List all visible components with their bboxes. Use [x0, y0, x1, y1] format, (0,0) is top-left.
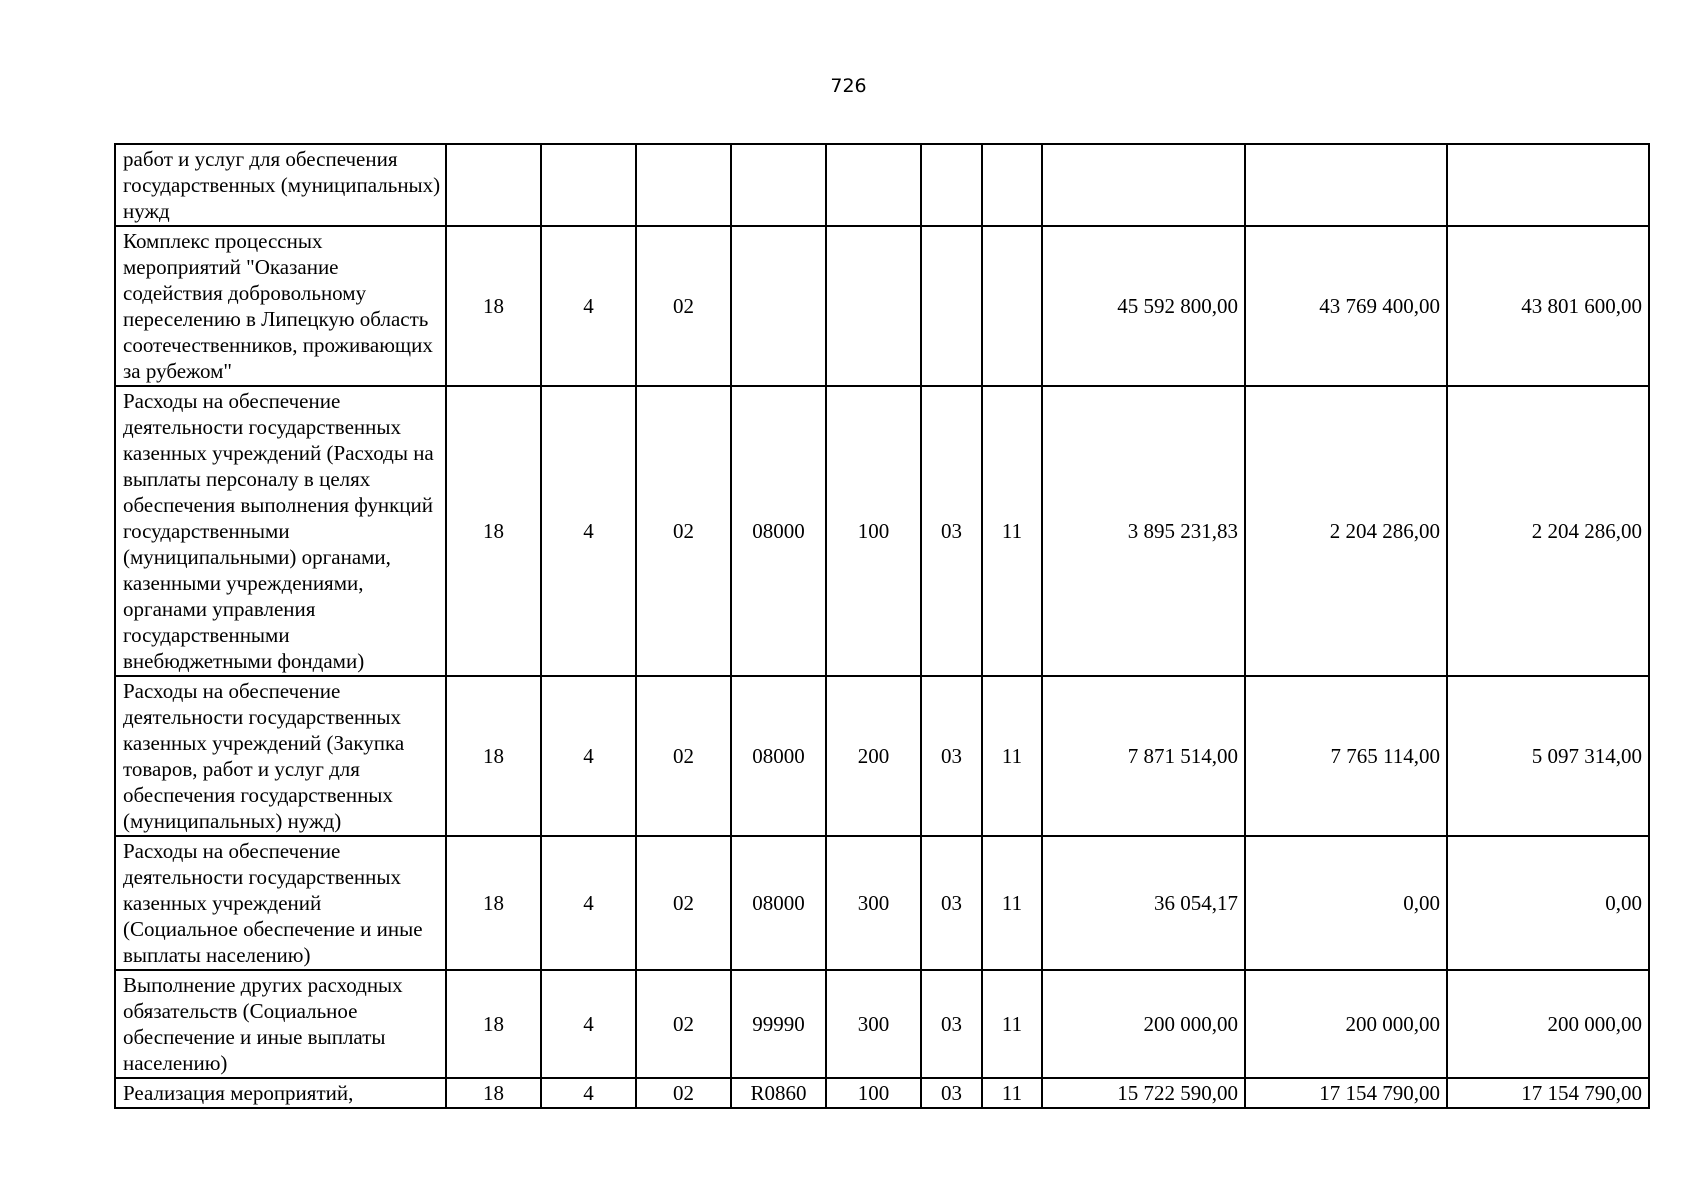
code-cell: [446, 144, 541, 226]
page-number: 726: [830, 75, 867, 97]
amount-cell: 200 000,00: [1447, 970, 1649, 1078]
amount-cell: 43 801 600,00: [1447, 226, 1649, 386]
row-description: работ и услуг для обеспечения государственных (муниципальных) нужд: [115, 144, 446, 226]
code-cell: 03: [921, 1078, 982, 1108]
code-cell: 02: [636, 1078, 731, 1108]
code-cell: [921, 144, 982, 226]
code-cell: 300: [826, 836, 921, 970]
code-cell: [982, 226, 1042, 386]
code-cell: 02: [636, 386, 731, 676]
code-cell: 02: [636, 226, 731, 386]
code-cell: R0860: [731, 1078, 826, 1108]
code-cell: 100: [826, 1078, 921, 1108]
budget-table: [114, 143, 1650, 1109]
amount-cell: 36 054,17: [1042, 836, 1245, 970]
code-cell: 18: [446, 1078, 541, 1108]
row-description: Реализация мероприятий,: [115, 1078, 446, 1108]
row-description: Расходы на обеспечение деятельности государственных казенных учреждений (Закупка товаров, работ и услуг для обеспечения государственных (муниципальных) нужд): [115, 676, 446, 836]
table-row: [115, 1078, 1649, 1108]
table-row: [115, 970, 1649, 1078]
amount-cell: 0,00: [1447, 836, 1649, 970]
amount-cell: 200 000,00: [1042, 970, 1245, 1078]
amount-cell: 7 871 514,00: [1042, 676, 1245, 836]
code-cell: 18: [446, 386, 541, 676]
code-cell: 300: [826, 970, 921, 1078]
amount-cell: 2 204 286,00: [1245, 386, 1447, 676]
code-cell: [921, 226, 982, 386]
code-cell: 11: [982, 386, 1042, 676]
amount-cell: [1447, 144, 1649, 226]
code-cell: 18: [446, 836, 541, 970]
code-cell: 11: [982, 970, 1042, 1078]
code-cell: [731, 226, 826, 386]
code-cell: 18: [446, 676, 541, 836]
amount-cell: 15 722 590,00: [1042, 1078, 1245, 1108]
code-cell: 08000: [731, 386, 826, 676]
code-cell: 4: [541, 836, 636, 970]
amount-cell: 45 592 800,00: [1042, 226, 1245, 386]
code-cell: [636, 144, 731, 226]
code-cell: 4: [541, 970, 636, 1078]
amount-cell: 200 000,00: [1245, 970, 1447, 1078]
code-cell: 03: [921, 836, 982, 970]
code-cell: 08000: [731, 676, 826, 836]
amount-cell: 17 154 790,00: [1447, 1078, 1649, 1108]
amount-cell: 7 765 114,00: [1245, 676, 1447, 836]
code-cell: 4: [541, 226, 636, 386]
amount-cell: [1042, 144, 1245, 226]
table-row: [115, 144, 1649, 226]
table-row: [115, 836, 1649, 970]
amount-cell: 5 097 314,00: [1447, 676, 1649, 836]
table-row: [115, 226, 1649, 386]
code-cell: [826, 144, 921, 226]
code-cell: 03: [921, 676, 982, 836]
code-cell: 11: [982, 836, 1042, 970]
code-cell: 18: [446, 970, 541, 1078]
amount-cell: 2 204 286,00: [1447, 386, 1649, 676]
amount-cell: 3 895 231,83: [1042, 386, 1245, 676]
amount-cell: 0,00: [1245, 836, 1447, 970]
code-cell: 4: [541, 1078, 636, 1108]
code-cell: 4: [541, 676, 636, 836]
amount-cell: 43 769 400,00: [1245, 226, 1447, 386]
code-cell: [982, 144, 1042, 226]
row-description: Расходы на обеспечение деятельности государственных казенных учреждений (Социальное обеспечение и иные выплаты населению): [115, 836, 446, 970]
code-cell: 03: [921, 970, 982, 1078]
table-row: [115, 676, 1649, 836]
code-cell: 4: [541, 386, 636, 676]
code-cell: 02: [636, 970, 731, 1078]
code-cell: 02: [636, 836, 731, 970]
code-cell: 02: [636, 676, 731, 836]
amount-cell: [1245, 144, 1447, 226]
code-cell: [731, 144, 826, 226]
row-description: Расходы на обеспечение деятельности государственных казенных учреждений (Расходы на выплаты персоналу в целях обеспечения выполнения функций государственными (муниципальными) органами, казенными учреждениями, органами управления государственными внебюджетными фондами): [115, 386, 446, 676]
amount-cell: 17 154 790,00: [1245, 1078, 1447, 1108]
code-cell: 200: [826, 676, 921, 836]
code-cell: 11: [982, 676, 1042, 836]
code-cell: [541, 144, 636, 226]
row-description: Комплекс процессных мероприятий "Оказание содействия добровольному переселению в Липецкую область соотечественников, проживающих за рубежом": [115, 226, 446, 386]
code-cell: 08000: [731, 836, 826, 970]
row-description: Выполнение других расходных обязательств (Социальное обеспечение и иные выплаты населению): [115, 970, 446, 1078]
code-cell: 99990: [731, 970, 826, 1078]
code-cell: 18: [446, 226, 541, 386]
table-row: [115, 386, 1649, 676]
code-cell: 100: [826, 386, 921, 676]
code-cell: 11: [982, 1078, 1042, 1108]
code-cell: [826, 226, 921, 386]
code-cell: 03: [921, 386, 982, 676]
